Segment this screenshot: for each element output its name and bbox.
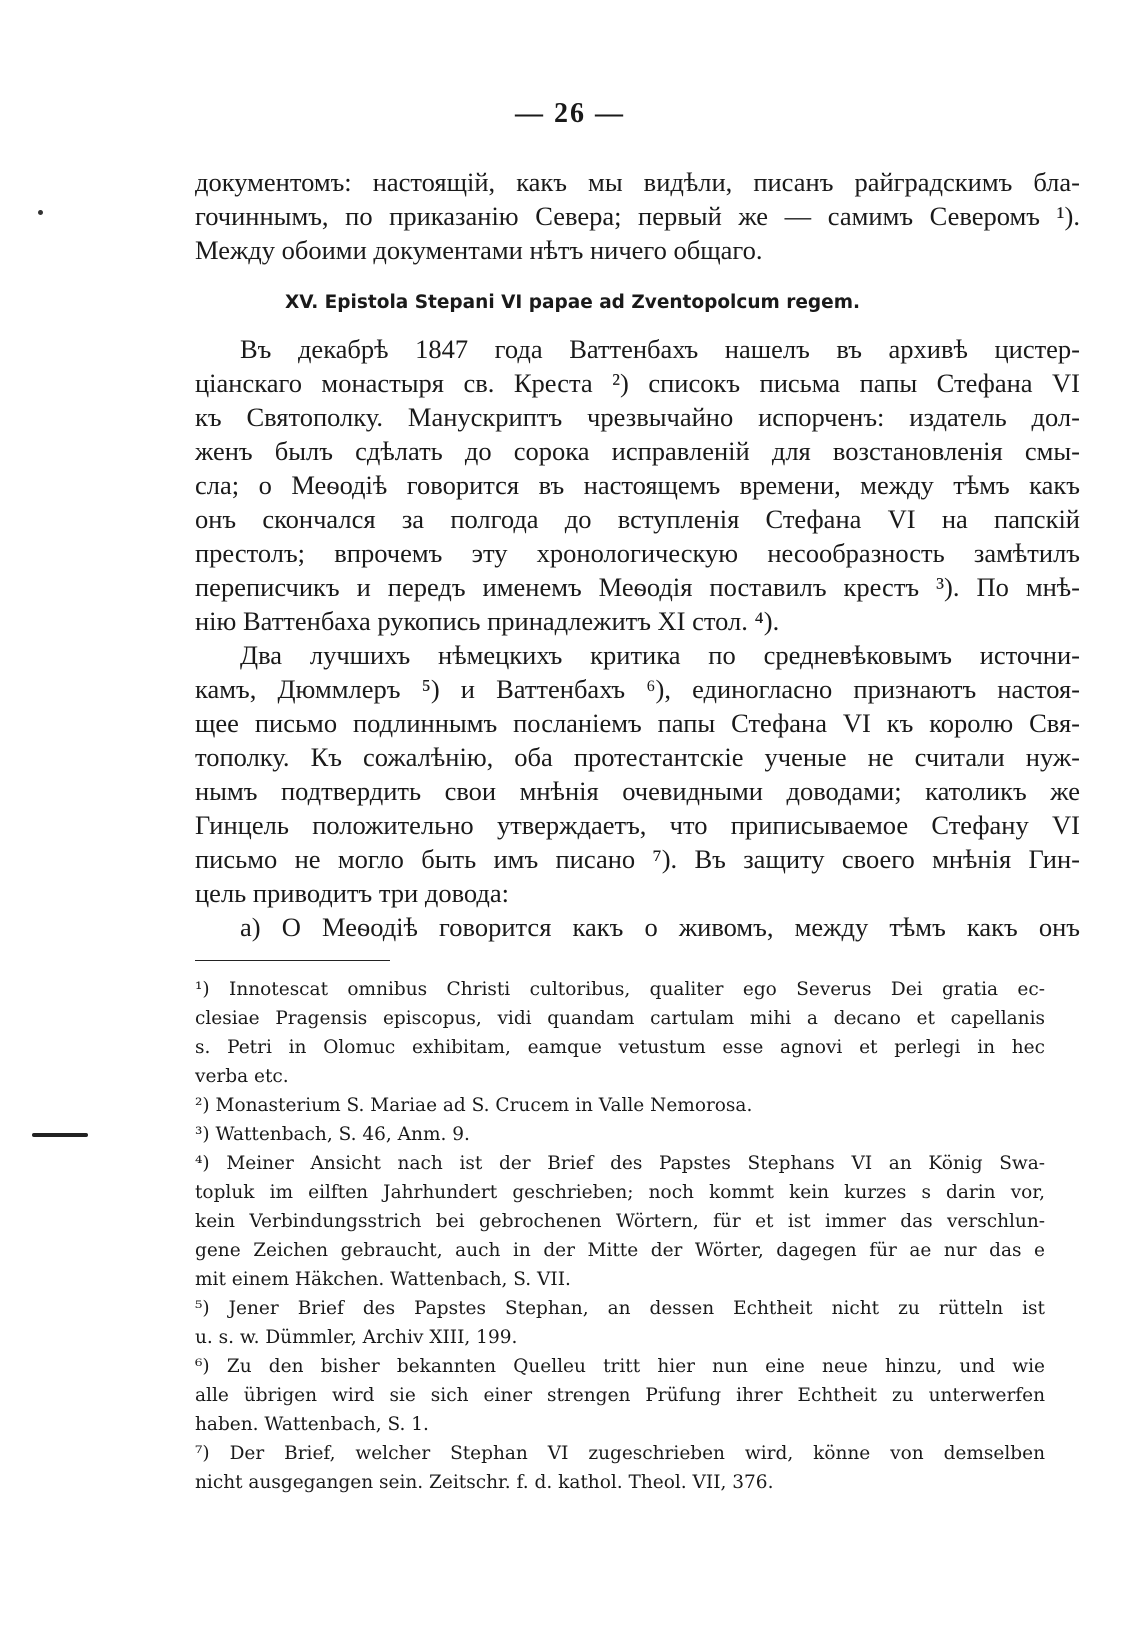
footnote-text: clesiae Pragensis episcopus, vidi quandam cartulam mihi a decano et capellanis — [195, 1008, 1045, 1029]
footnote-text: haben. Wattenbach, S. 1. — [195, 1414, 429, 1435]
paragraph-1 — [195, 332, 1080, 638]
footnote-text: Meiner Ansicht nach ist der Brief des Papstes Stephans VI an König Swa- — [226, 1153, 1045, 1174]
footnote-rule — [195, 960, 390, 961]
footnotes — [195, 975, 1045, 1497]
footnote-text: Wattenbach, S. 46, Anm. 9. — [215, 1124, 470, 1145]
footnote-mark: ⁶) — [195, 1356, 210, 1377]
text-line: нымъ подтвердить свои мнѣнія очевидными доводами; католикъ же — [195, 776, 1080, 806]
text-line: женъ былъ сдѣлать до сорока исправленій для возстановленія смы- — [195, 436, 1080, 466]
text-line: переписчикъ и передъ именемъ Меѳодія поставилъ крестъ ³). По мнѣ- — [195, 572, 1080, 602]
footnote-mark: ⁷) — [195, 1443, 210, 1464]
text-line: онъ скончался за полгода до вступленія Стефана VI на папскій — [195, 504, 1080, 534]
paragraph-2 — [195, 638, 1080, 910]
text-line: камъ, Дюммлеръ ⁵) и Ваттенбахъ ⁶), единогласно признаютъ настоя- — [195, 674, 1080, 704]
footnote-mark: ¹) — [195, 979, 210, 1000]
text-line: Въ декабрѣ 1847 года Ваттенбахъ нашелъ въ архивѣ цистер- — [240, 334, 1080, 364]
text-line: Два лучшихъ нѣмецкихъ критика по средневѣковымъ источни- — [240, 640, 1080, 670]
footnote-2 — [195, 1091, 1045, 1120]
section-heading: XV. Epistola Stepani VI papae ad Zventopolcum regem. — [285, 292, 861, 313]
margin-dot — [38, 210, 43, 215]
footnote-mark: ²) — [195, 1095, 210, 1116]
footnote-4 — [195, 1149, 1045, 1294]
footnote-text: nicht ausgegangen sein. Zeitschr. f. d. kathol. Theol. VII, 376. — [195, 1472, 774, 1493]
footnote-text: verba etc. — [195, 1066, 289, 1087]
footnote-text: s. Petri in Olomuc exhibitam, eamque vetustum esse agnovi et perlegi in hec — [195, 1037, 1045, 1058]
text-line: сла; о Меѳодіѣ говорится въ настоящемъ времени, между тѣмъ какъ — [195, 470, 1080, 500]
intro-paragraph — [195, 165, 1080, 267]
text-line: письмо не могло быть имъ писано ⁷). Въ защиту своего мнѣнія Гин- — [195, 844, 1080, 874]
footnote-text: u. s. w. Dümmler, Archiv XIII, 199. — [195, 1327, 518, 1348]
text-line: престолъ; впрочемъ эту хронологическую несообразность замѣтилъ — [195, 538, 1080, 568]
text-line: цель приводитъ три довода: — [195, 878, 510, 908]
footnote-text: Jener Brief des Papstes Stephan, an dessen Echtheit nicht zu rütteln ist — [228, 1298, 1045, 1319]
text-line: тополку. Къ сожалѣнію, оба протестантскіе ученые не считали нуж- — [195, 742, 1080, 772]
text-line: гочиннымъ, по приказанію Севера; первый же — самимъ Северомъ ¹). — [195, 201, 1080, 231]
page-number: — 26 — — [515, 98, 625, 129]
footnote-5 — [195, 1294, 1045, 1352]
footnote-1 — [195, 975, 1045, 1091]
text-line: нію Ваттенбаха рукопись принадлежитъ XI стол. ⁴). — [195, 606, 780, 636]
text-line: щее письмо подлиннымъ посланіемъ папы Стефана VI къ королю Свя- — [195, 708, 1080, 738]
footnote-text: Zu den bisher bekannten Quelleu tritt hier nun eine neue hinzu, und wie — [226, 1356, 1045, 1377]
footnote-text: mit einem Häkchen. Wattenbach, S. VII. — [195, 1269, 571, 1290]
footnote-mark: ⁵) — [195, 1298, 210, 1319]
footnote-text: topluk im eilften Jahrhundert geschrieben; noch kommt kein kurzes s darin vor, — [195, 1182, 1045, 1203]
footnote-mark: ⁴) — [195, 1153, 210, 1174]
text-line: Гинцель положительно утверждаетъ, что приписываемое Стефану VI — [195, 810, 1080, 840]
footnote-mark: ³) — [195, 1124, 210, 1145]
footnote-3 — [195, 1120, 1045, 1149]
footnote-text: Monasterium S. Mariae ad S. Crucem in Valle Nemorosa. — [215, 1095, 753, 1116]
footnote-text: alle übrigen wird sie sich einer strengen Prüfung ihrer Echtheit zu unterwerfen — [195, 1385, 1045, 1406]
footnote-text: kein Verbindungsstrich bei gebrochenen Wörtern, für et ist immer das verschlun- — [195, 1211, 1045, 1232]
footnote-text: Innotescat omnibus Christi cultoribus, qualiter ego Severus Dei gratia ec- — [229, 979, 1045, 1000]
text-line: документомъ: настоящій, какъ мы видѣли, писанъ райградскимъ бла- — [195, 167, 1080, 197]
footnote-text: Der Brief, welcher Stephan VI zugeschrieben wird, könne von demselben — [229, 1443, 1045, 1464]
text-line: Между обоими документами нѣтъ ничего общаго. — [195, 235, 763, 265]
footnote-7 — [195, 1439, 1045, 1497]
text-line: къ Святополку. Манускриптъ чрезвычайно испорченъ: издатель дол- — [195, 402, 1080, 432]
margin-dash — [32, 1133, 88, 1137]
footnote-6 — [195, 1352, 1045, 1439]
footnote-text: gene Zeichen gebraucht, auch in der Mitte der Wörter, dagegen für ae nur das e — [195, 1240, 1045, 1261]
point-a: а) О Меѳодіѣ говорится какъ о живомъ, между тѣмъ какъ онъ — [240, 912, 1080, 942]
body-text — [195, 332, 1080, 944]
text-line: ціанскаго монастыря св. Креста ²) списокъ письма папы Стефана VI — [195, 368, 1080, 398]
